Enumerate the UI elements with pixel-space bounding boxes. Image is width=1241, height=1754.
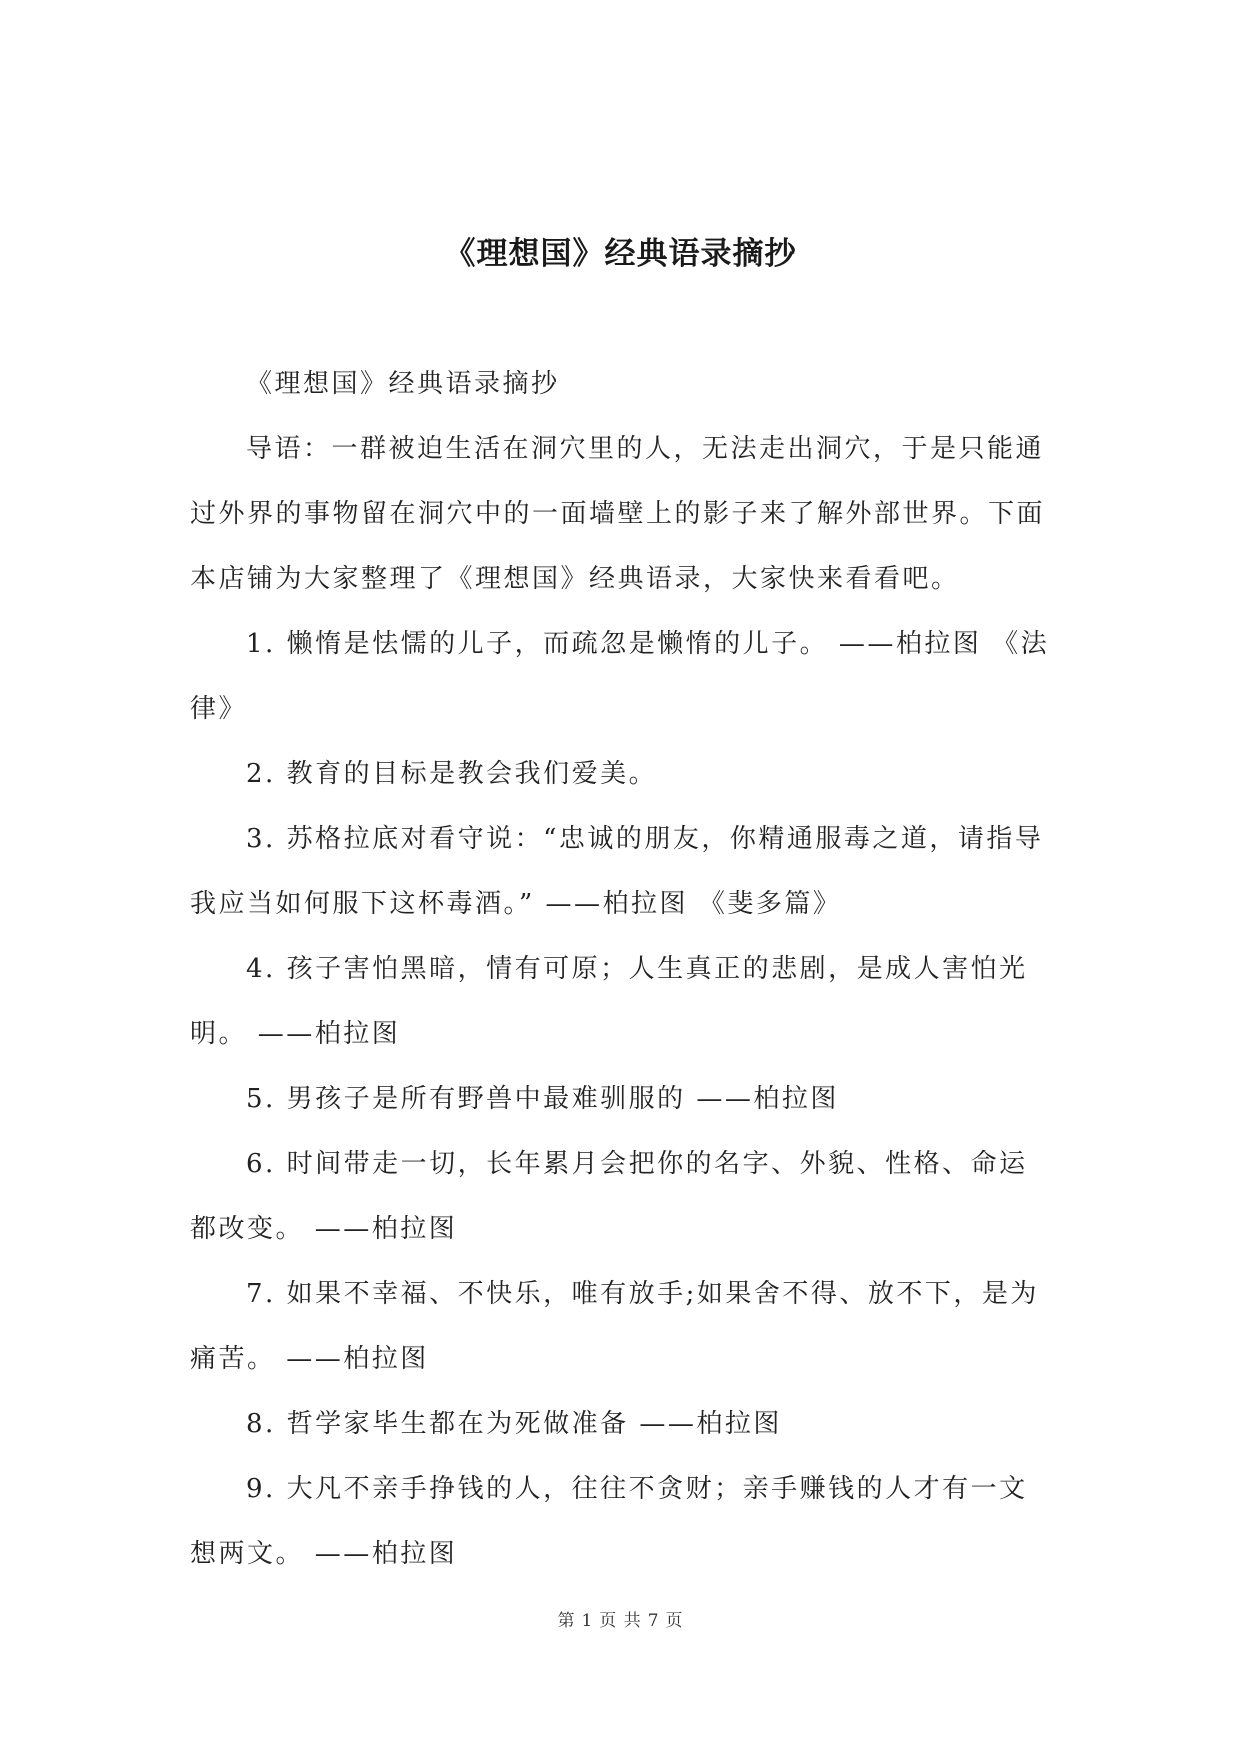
quote-item-8: 8. 哲学家毕生都在为死做准备 ——柏拉图: [246, 1409, 782, 1439]
total-pages-number: 7: [647, 1611, 660, 1631]
footer-middle: 页 共: [599, 1611, 642, 1631]
document-title: 《理想国》经典语录摘抄: [444, 236, 797, 272]
footer-prefix: 第: [557, 1611, 576, 1631]
document-body: [190, 352, 1052, 1587]
quote-item-3: 3. 苏格拉底对看守说：“忠诚的朋友，你精通服毒之道，请指导我应当如何服下这杯毒酒。” ——柏拉图 《斐多篇》: [190, 824, 1044, 919]
quote-item-1: 1. 懒惰是怯懦的儿子，而疏忽是懒惰的儿子。 ——柏拉图 《法律》: [190, 629, 1050, 724]
quote-item-5: 5. 男孩子是所有野兽中最难驯服的 ——柏拉图: [246, 1084, 839, 1114]
current-page-number: 1: [581, 1611, 594, 1631]
quote-item-9: 9. 大凡不亲手挣钱的人，往往不贪财；亲手赚钱的人才有一文想两文。 ——柏拉图: [190, 1474, 1028, 1569]
paragraph-intro: 导语：一群被迫生活在洞穴里的人，无法走出洞穴，于是只能通过外界的事物留在洞穴中的一面墙壁上的影子来了解外部世界。下面本店铺为大家整理了《理想国》经典语录，大家快来看看吧。: [190, 434, 1046, 594]
paragraph-subtitle: 《理想国》经典语录摘抄: [246, 369, 560, 399]
quote-item-4: 4. 孩子害怕黑暗，情有可原；人生真正的悲剧，是成人害怕光明。 ——柏拉图: [190, 954, 1028, 1049]
quote-item-7: 7. 如果不幸福、不快乐，唯有放手;如果舍不得、放不下，是为痛苦。 ——柏拉图: [190, 1279, 1039, 1374]
page-footer: [0, 1606, 1241, 1631]
quote-item-2: 2. 教育的目标是教会我们爱美。: [246, 759, 658, 789]
quote-item-6: 6. 时间带走一切，长年累月会把你的名字、外貌、性格、命运都改变。 ——柏拉图: [190, 1149, 1028, 1244]
footer-suffix: 页: [665, 1611, 684, 1631]
